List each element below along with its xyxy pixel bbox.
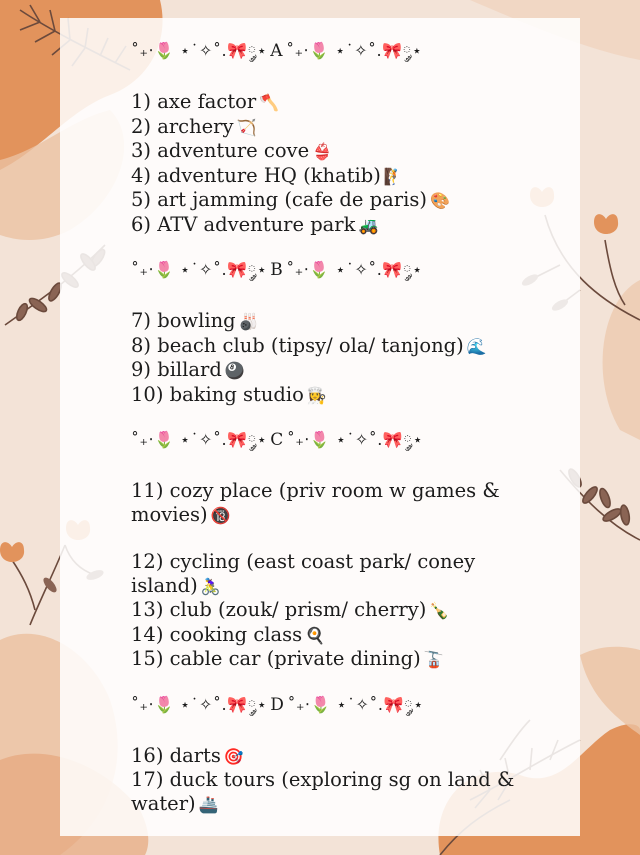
section-letter: C <box>270 430 284 450</box>
axe-icon: 🪓 <box>259 93 280 112</box>
wave-icon: 🌊 <box>466 336 487 356</box>
list-item: 13) club (zouk/ prism/ cherry) 🍾 <box>131 598 450 621</box>
cable-car-icon: 🚡 <box>423 650 444 669</box>
list-item: 15) cable car (private dining) 🚡 <box>131 647 444 670</box>
cyclist-icon: 🚴‍♀️ <box>200 576 221 596</box>
bikini-icon: 👙 <box>312 142 333 161</box>
list-item: 2) archery 🏹 <box>131 114 257 138</box>
billiard-ball-icon: 🎱 <box>224 361 245 380</box>
tractor-icon: 🚜 <box>358 215 379 235</box>
divider-ornament-right: ˚₊‧🌷 ⋆˙✧˚.🎀༘⋆ <box>286 41 423 60</box>
divider-ornament-right: ˚₊‧🌷 ⋆˙✧˚.🎀༘⋆ <box>286 260 423 279</box>
divider-ornament-left: ˚₊‧🌷 ⋆˙✧˚.🎀༘⋆ <box>131 41 268 60</box>
list-item: 12) cycling (east coast park/ coney island) 🚴‍♀️ <box>131 550 476 597</box>
section-letter: B <box>270 260 284 280</box>
divider-ornament-left: ˚₊‧🌷 ⋆˙✧˚.🎀༘⋆ <box>131 260 268 279</box>
champagne-icon: 🍾 <box>429 601 450 620</box>
no-under-18-icon: 🔞 <box>210 505 231 525</box>
section-letter: D <box>270 694 285 715</box>
list-item: 3) adventure cove 👙 <box>131 139 333 162</box>
list-item: 9) billard 🎱 <box>131 358 245 381</box>
list-item: 7) bowling 🎳 <box>131 309 259 332</box>
frying-pan-icon: 🍳 <box>305 625 326 645</box>
divider-ornament-right: ˚₊‧🌷 ⋆˙✧˚.🎀༘⋆ <box>287 694 424 714</box>
activity-list <box>131 36 531 816</box>
bowling-icon: 🎳 <box>238 312 259 331</box>
divider-ornament-left: ˚₊‧🌷 ⋆˙✧˚.🎀༘⋆ <box>131 430 268 449</box>
section-letter: A <box>270 41 284 61</box>
chef-icon: 👩‍🍳 <box>306 385 327 405</box>
list-item: 1) axe factor 🪓 <box>131 90 280 113</box>
divider-ornament-left: ˚₊‧🌷 ⋆˙✧˚.🎀༘⋆ <box>131 694 268 714</box>
blob-shape <box>580 647 640 735</box>
climber-icon: 🧗 <box>383 166 404 186</box>
list-item: 5) art jamming (cafe de paris) 🎨 <box>131 188 450 211</box>
list-item: 11) cozy place (priv room w games & movies) 🔞 <box>131 479 500 526</box>
list-item: 10) baking studio 👩‍🍳 <box>131 382 327 406</box>
list-item: 6) ATV adventure park 🚜 <box>131 212 379 236</box>
section-divider <box>131 255 531 285</box>
list-item: 17) duck tours (exploring sg on land & water) 🚢 <box>131 768 515 815</box>
ship-icon: 🚢 <box>198 794 219 814</box>
section-divider <box>131 36 531 66</box>
bow-arrow-icon: 🏹 <box>236 117 257 137</box>
list-item: 16) darts 🎯 <box>131 743 244 767</box>
section-divider <box>131 425 531 455</box>
divider-ornament-right: ˚₊‧🌷 ⋆˙✧˚.🎀༘⋆ <box>286 430 424 449</box>
section-divider <box>131 690 531 720</box>
list-item: 4) adventure HQ (khatib) 🧗 <box>131 163 404 187</box>
list-item: 8) beach club (tipsy/ ola/ tanjong) 🌊 <box>131 333 487 357</box>
list-item: 14) cooking class 🍳 <box>131 622 326 646</box>
palette-icon: 🎨 <box>429 191 450 210</box>
blob-shape <box>603 280 640 440</box>
dart-icon: 🎯 <box>223 746 244 766</box>
